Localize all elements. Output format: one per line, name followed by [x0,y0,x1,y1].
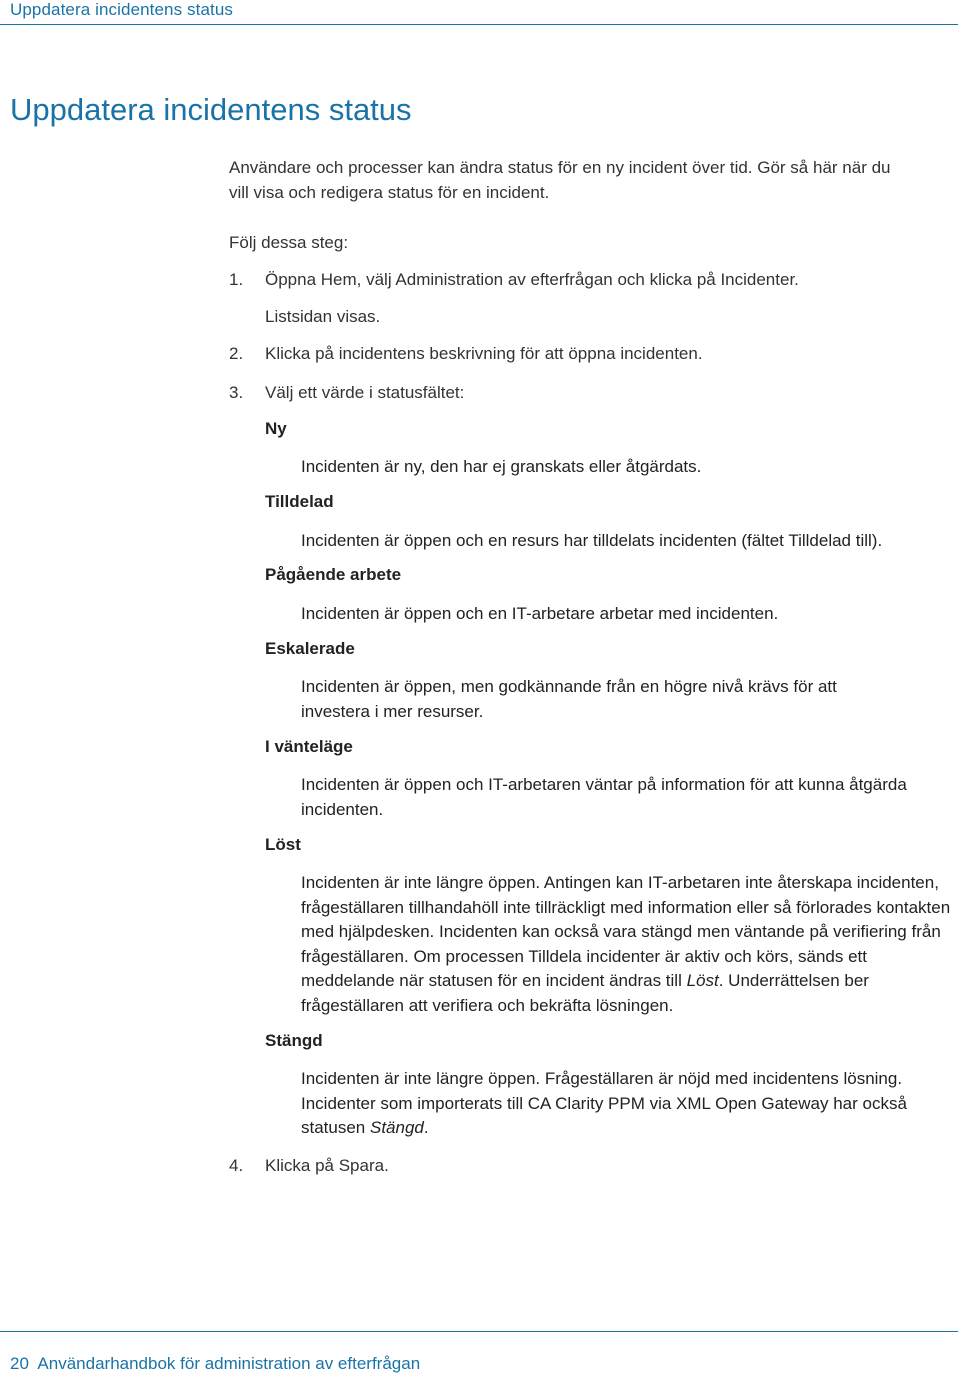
header-divider [0,24,958,25]
step-number: 1. [229,270,244,289]
status-term: Pågående arbete [265,565,402,584]
status-term: Ny [265,419,287,438]
status-description [301,1067,951,1141]
status-description: Incidenten är öppen och en IT-arbetare arbetar med incidenten. [301,604,779,623]
step-result: Listsidan visas. [265,307,381,326]
intro-line-2: vill visa och redigera status för en incident. [229,183,550,202]
status-term: Stängd [265,1031,323,1050]
running-header: Uppdatera incidentens status [10,0,233,19]
status-emphasis: Löst [686,971,719,991]
status-description-text: Incidenten är inte längre öppen. Antingen kan IT-arbetaren inte återskapa incidenten, frågeställaren tillhandahöll inte tillräckligt med information eller så förlorades kontakten med hjälpdesken. Incidenten kan också vara stängd men väntande på verifiering från frågeställaren. Om processen Tilldela incidenter är aktiv och körs, sänds ett meddelande när statusen för en incident ändras till [301,873,951,991]
footer-divider [0,1331,958,1332]
steps-heading: Följ dessa steg: [229,233,349,252]
status-description: Incidenten är öppen, men godkännande från en högre nivå krävs för att investera i mer resurser. [301,677,837,721]
status-description [301,871,951,1019]
status-term: I vänteläge [265,737,353,756]
step-number: 4. [229,1156,244,1175]
status-description: Incidenten är öppen och IT-arbetaren väntar på information för att kunna åtgärda incidenten. [301,775,907,819]
status-description-text: . Underrättelsen ber frågeställaren att verifiera och bekräfta lösningen. [301,971,869,1015]
status-term: Löst [265,835,301,854]
status-emphasis: Stängd [370,1118,424,1138]
step-text: Välj ett värde i statusfältet: [265,383,465,402]
status-description: Incidenten är öppen och en resurs har tilldelats incidenten (fältet Tilldelad till). [301,531,883,550]
page-footer: 20 Användarhandbok för administration av efterfrågan [10,1354,421,1373]
step-text: Öppna Hem, välj Administration av efterfrågan och klicka på Incidenter. [265,270,799,289]
status-description-text: Incidenten är inte längre öppen. Frågeställaren är nöjd med incidentens lösning. Incidenter som importerats till CA Clarity PPM via XML Open Gateway har också statusen [301,1069,907,1138]
step-number: 3. [229,383,244,402]
status-description-text: . [423,1118,429,1138]
status-description: Incidenten är ny, den har ej granskats eller åtgärdats. [301,457,702,476]
step-text: Klicka på incidentens beskrivning för att öppna incidenten. [265,344,703,363]
status-term: Eskalerade [265,639,355,658]
step-text: Klicka på Spara. [265,1156,389,1175]
step-number: 2. [229,344,244,363]
status-term: Tilldelad [265,492,334,511]
intro-line-1: Användare och processer kan ändra status för en ny incident över tid. Gör så här när du [229,158,891,177]
page-title: Uppdatera incidentens status [10,92,412,127]
